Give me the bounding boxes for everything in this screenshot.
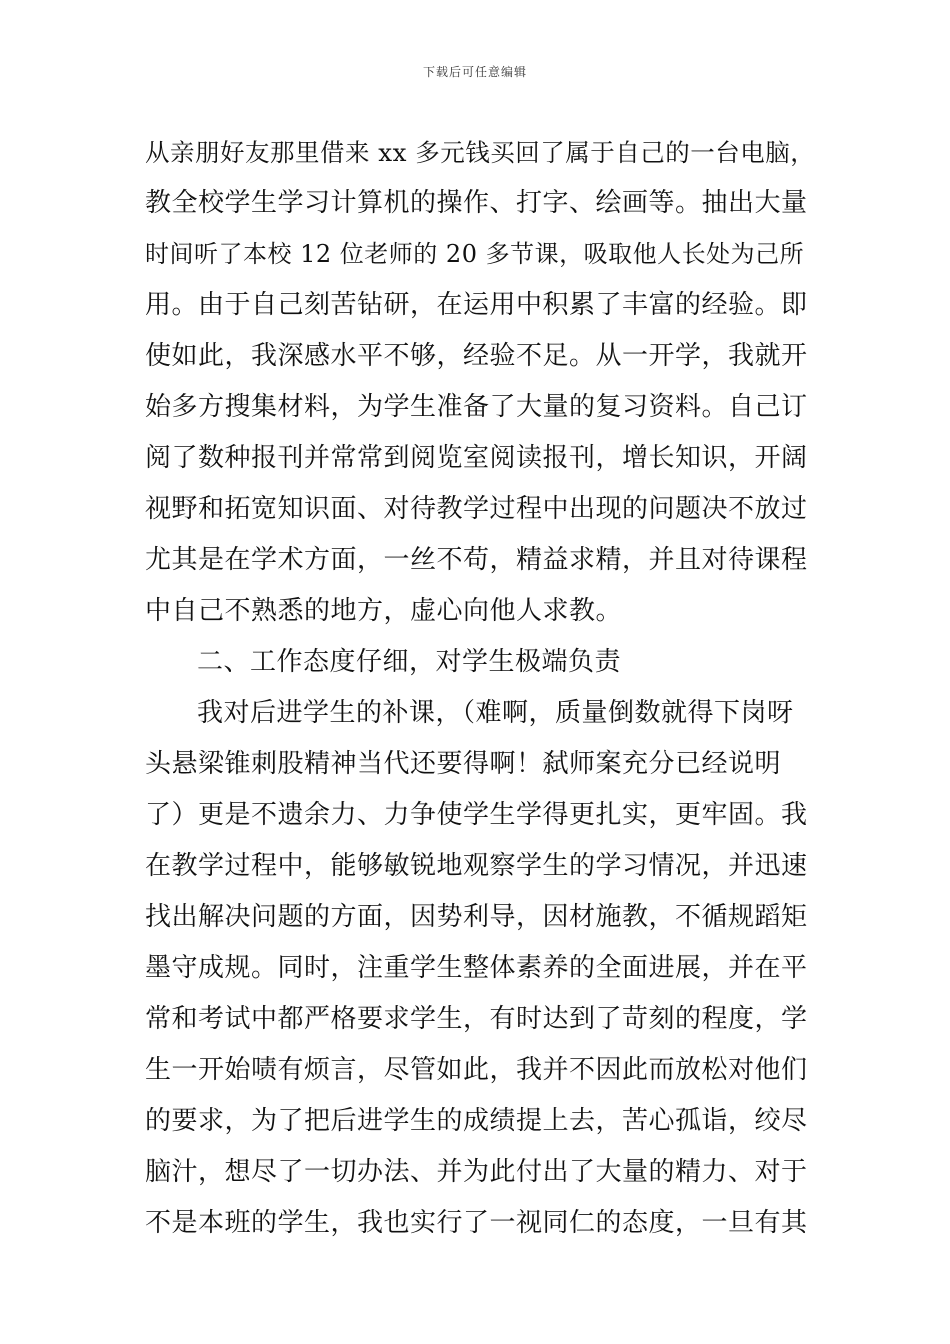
text-line: 视野和拓宽知识面、对待教学过程中出现的问题决不放过 [145, 494, 808, 524]
text-line: 时间听了本校 12 位老师的 20 多节课，吸取他人长处为己所 [145, 240, 805, 268]
body-text [145, 127, 815, 1249]
text-line: 生一开始啧有烦言，尽管如此，我并不因此而放松对他们 [145, 1055, 808, 1085]
paragraph-start-line: 我对后进学生的补课，（难啊，质量倒数就得下岗呀 [197, 698, 794, 728]
text-line: 常和考试中都严格要求学生，有时达到了苛刻的程度，学 [145, 1004, 808, 1034]
text-line: 找出解决问题的方面，因势利导，因材施教，不循规蹈矩 [145, 902, 808, 932]
text-line: 不是本班的学生，我也实行了一视同仁的态度，一旦有其 [145, 1208, 808, 1238]
text-line: 用。由于自己刻苦钻研，在运用中积累了丰富的经验。即 [145, 290, 808, 320]
text-line: 在教学过程中，能够敏锐地观察学生的学习情况，并迅速 [145, 851, 808, 881]
text-line: 了）更是不遗余力、力争使学生学得更扎实，更牢固。我 [145, 800, 808, 830]
text-line: 使如此，我深感水平不够，经验不足。从一开学，我就开 [145, 341, 808, 371]
text-line: 教全校学生学习计算机的操作、打字、绘画等。抽出大量 [145, 188, 808, 218]
text-line: 头悬梁锥刺股精神当代还要得啊！弑师案充分已经说明 [145, 749, 782, 779]
text-line: 墨守成规。同时，注重学生整体素养的全面进展，并在平 [145, 953, 808, 983]
text-line: 阅了数种报刊并常常到阅览室阅读报刊，增长知识，开阔 [145, 443, 808, 473]
text-line: 的要求，为了把后进学生的成绩提上去，苦心孤诣，绞尽 [145, 1106, 808, 1136]
text-line: 从亲朋好友那里借来 xx 多元钱买回了属于自己的一台电脑， [145, 138, 816, 167]
page-header: 下载后可任意编辑 [422, 65, 527, 79]
text-line: 始多方搜集材料，为学生准备了大量的复习资料。自己订 [145, 392, 808, 422]
text-line: 中自己不熟悉的地方，虚心向他人求教。 [145, 596, 623, 626]
section-heading: 二、工作态度仔细，对学生极端负责 [197, 647, 622, 677]
text-line: 脑汁，想尽了一切办法、并为此付出了大量的精力、对于 [145, 1157, 808, 1187]
text-line: 尤其是在学术方面，一丝不苟，精益求精，并且对待课程 [145, 545, 808, 575]
